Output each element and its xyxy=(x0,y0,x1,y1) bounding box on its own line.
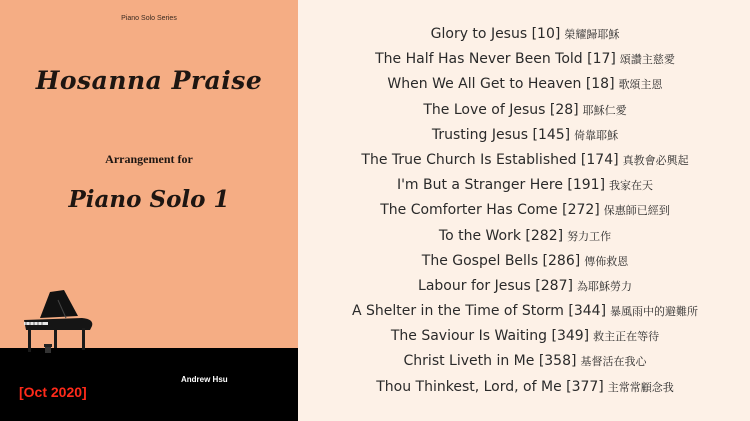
list-item xyxy=(300,274,750,299)
list-item xyxy=(300,22,750,47)
list-item xyxy=(300,47,750,72)
song-chinese-title: 主常常顧念我 xyxy=(607,380,674,394)
song-chinese-title: 努力工作 xyxy=(567,229,612,243)
song-chinese-title: 救主正在等待 xyxy=(593,330,660,344)
song-chinese-title: 真教會必興起 xyxy=(622,153,689,167)
song-title: Trusting Jesus [145] xyxy=(431,126,571,143)
list-item xyxy=(300,72,750,97)
song-chinese-title: 頌讚主慈愛 xyxy=(619,53,675,67)
song-title: The Comforter Has Come [272] xyxy=(380,202,600,219)
publication-date: [Oct 2020] xyxy=(19,384,87,400)
song-chinese-title: 保惠師已經到 xyxy=(603,204,670,218)
book-subtitle: Piano Solo 1 xyxy=(68,186,230,213)
song-title: Thou Thinkest, Lord, of Me [377] xyxy=(376,378,604,395)
song-title: The Saviour Is Waiting [349] xyxy=(390,328,590,345)
song-title: I'm But a Stranger Here [191] xyxy=(396,177,606,194)
list-item xyxy=(300,123,750,148)
author-name: Andrew Hsu xyxy=(181,375,228,384)
arrangement-label: Arrangement for xyxy=(105,152,193,166)
list-item xyxy=(300,224,750,249)
book-cover xyxy=(0,0,298,421)
song-list xyxy=(300,22,750,400)
list-item xyxy=(300,173,750,198)
song-title: To the Work [282] xyxy=(438,227,564,244)
song-chinese-title: 倚靠耶穌 xyxy=(574,128,619,142)
series-label: Piano Solo Series xyxy=(121,15,177,22)
song-chinese-title: 暴風雨中的避難所 xyxy=(610,305,699,319)
song-chinese-title: 基督活在我心 xyxy=(580,355,647,369)
song-chinese-title: 榮耀歸耶穌 xyxy=(564,28,620,41)
song-chinese-title: 耶穌仁愛 xyxy=(582,103,627,117)
song-title: When We All Get to Heaven [18] xyxy=(387,76,615,93)
list-item xyxy=(300,98,750,123)
list-item xyxy=(300,324,750,349)
list-item xyxy=(300,375,750,400)
book-title: Hosanna Praise xyxy=(35,66,263,95)
list-item xyxy=(300,299,750,324)
song-chinese-title: 我家在天 xyxy=(609,179,654,193)
song-title: The True Church Is Established [174] xyxy=(361,151,619,168)
song-chinese-title: 歌頌主恩 xyxy=(618,78,663,92)
list-item xyxy=(300,148,750,173)
song-chinese-title: 傳佈救恩 xyxy=(584,254,629,268)
song-title: Labour for Jesus [287] xyxy=(418,277,573,294)
song-title: The Half Has Never Been Told [17] xyxy=(375,51,616,68)
song-title: Glory to Jesus [10] xyxy=(430,26,561,42)
song-chinese-title: 為耶穌勞力 xyxy=(576,279,632,293)
song-title: A Shelter in the Time of Storm [344] xyxy=(351,303,607,320)
song-title: The Love of Jesus [28] xyxy=(423,101,579,118)
grand-piano-icon xyxy=(18,286,100,356)
list-item xyxy=(300,249,750,274)
list-item xyxy=(300,349,750,374)
song-title: The Gospel Bells [286] xyxy=(421,252,581,269)
list-item xyxy=(300,198,750,223)
song-title: Christ Liveth in Me [358] xyxy=(403,353,577,370)
